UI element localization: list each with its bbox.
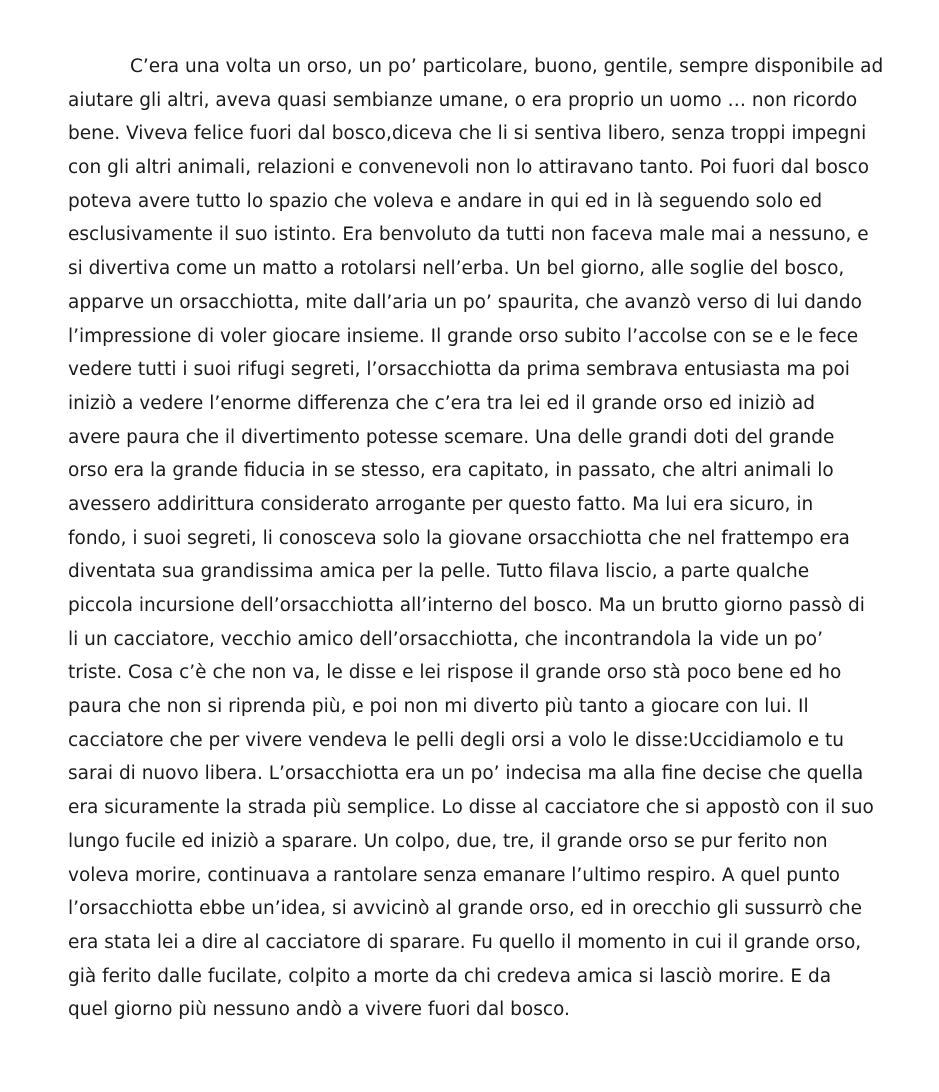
text-line: era stata lei a dire al cacciatore di sparare. Fu quello il momento in cui il grande orso,	[68, 931, 862, 953]
text-line: con gli altri animali, relazioni e convenevoli non lo attiravano tanto. Poi fuori dal bosco	[68, 157, 870, 179]
text-line: sarai di nuovo libera. L’orsacchiotta era un po’ indecisa ma alla fine decise che quella	[68, 763, 864, 785]
text-line: lungo fucile ed iniziò a sparare. Un colpo, due, tre, il grande orso se pur ferito non	[68, 830, 828, 852]
text-line: bene. Viveva felice fuori dal bosco,diceva che li si sentiva libero, senza troppi impegni	[68, 123, 867, 145]
text-line: piccola incursione dell’orsacchiotta all’interno del bosco. Ma un brutto giorno passò di	[68, 595, 865, 616]
text-line: avere paura che il divertimento potesse scemare. Una delle grandi doti del grande	[68, 426, 835, 448]
text-line: già ferito dalle fucilate, colpito a morte da chi credeva amica si lasciò morire. E da	[68, 965, 832, 987]
text-line: iniziò a vedere l’enorme differenza che c’era tra lei ed il grande orso ed iniziò ad	[68, 392, 815, 414]
text-line: li un cacciatore, vecchio amico dell’orsacchiotta, che incontrandola la vide un po’	[68, 628, 823, 650]
text-line: paura che non si riprenda più, e poi non mi diverto più tanto a giocare con lui. Il	[68, 696, 809, 718]
text-line: cacciatore che per vivere vendeva le pelli degli orsi a volo le disse:Uccidiamolo e tu	[68, 729, 844, 751]
text-line: orso era la grande fiducia in se stesso, era capitato, in passato, che altri animali lo	[68, 460, 834, 482]
text-line: triste. Cosa c’è che non va, le disse e lei rispose il grande orso stà poco bene ed ho	[68, 662, 842, 684]
text-line: l’orsacchiotta ebbe un’idea, si avvicinò al grande orso, ed in orecchio gli sussurrò che	[68, 898, 862, 920]
text-line: apparve un orsacchiotta, mite dall’aria un po’ spaurita, che avanzò verso di lui dando	[68, 291, 862, 313]
text-line: voleva morire, continuava a rantolare senza emanare l’ultimo respiro. A quel punto	[68, 864, 841, 886]
text-line: quel giorno più nessuno andò a vivere fuori dal bosco.	[68, 999, 570, 1021]
text-line: poteva avere tutto lo spazio che voleva e andare in qui ed in là seguendo solo ed	[68, 190, 823, 212]
story-paragraph	[68, 50, 928, 1027]
text-line: esclusivamente il suo istinto. Era benvoluto da tutti non faceva male mai a nessuno, e	[68, 224, 869, 246]
text-line: era sicuramente la strada più semplice. Lo disse al cacciatore che si appostò con il suo	[68, 797, 874, 819]
text-line: aiutare gli altri, aveva quasi sembianze umane, o era proprio un uomo … non ricordo	[68, 89, 858, 111]
text-line: avessero addirittura considerato arrogante per questo fatto. Ma lui era sicuro, in	[68, 493, 814, 515]
text-line: diventata sua grandissima amica per la pelle. Tutto filava liscio, a parte qualche	[68, 561, 810, 583]
text-line: si divertiva come un matto a rotolarsi nell’erba. Un bel giorno, alle soglie del bosco,	[68, 258, 845, 280]
text-line: l’impressione di voler giocare insieme. Il grande orso subito l’accolse con se e le fece	[68, 325, 859, 347]
text-line: fondo, i suoi segreti, li conosceva solo la giovane orsacchiotta che nel frattempo era	[68, 527, 850, 549]
text-line: vedere tutti i suoi rifugi segreti, l’orsacchiotta da prima sembrava entusiasta ma poi	[68, 359, 850, 381]
text-line: C’era una volta un orso, un po’ particolare, buono, gentile, sempre disponibile ad	[130, 56, 884, 77]
